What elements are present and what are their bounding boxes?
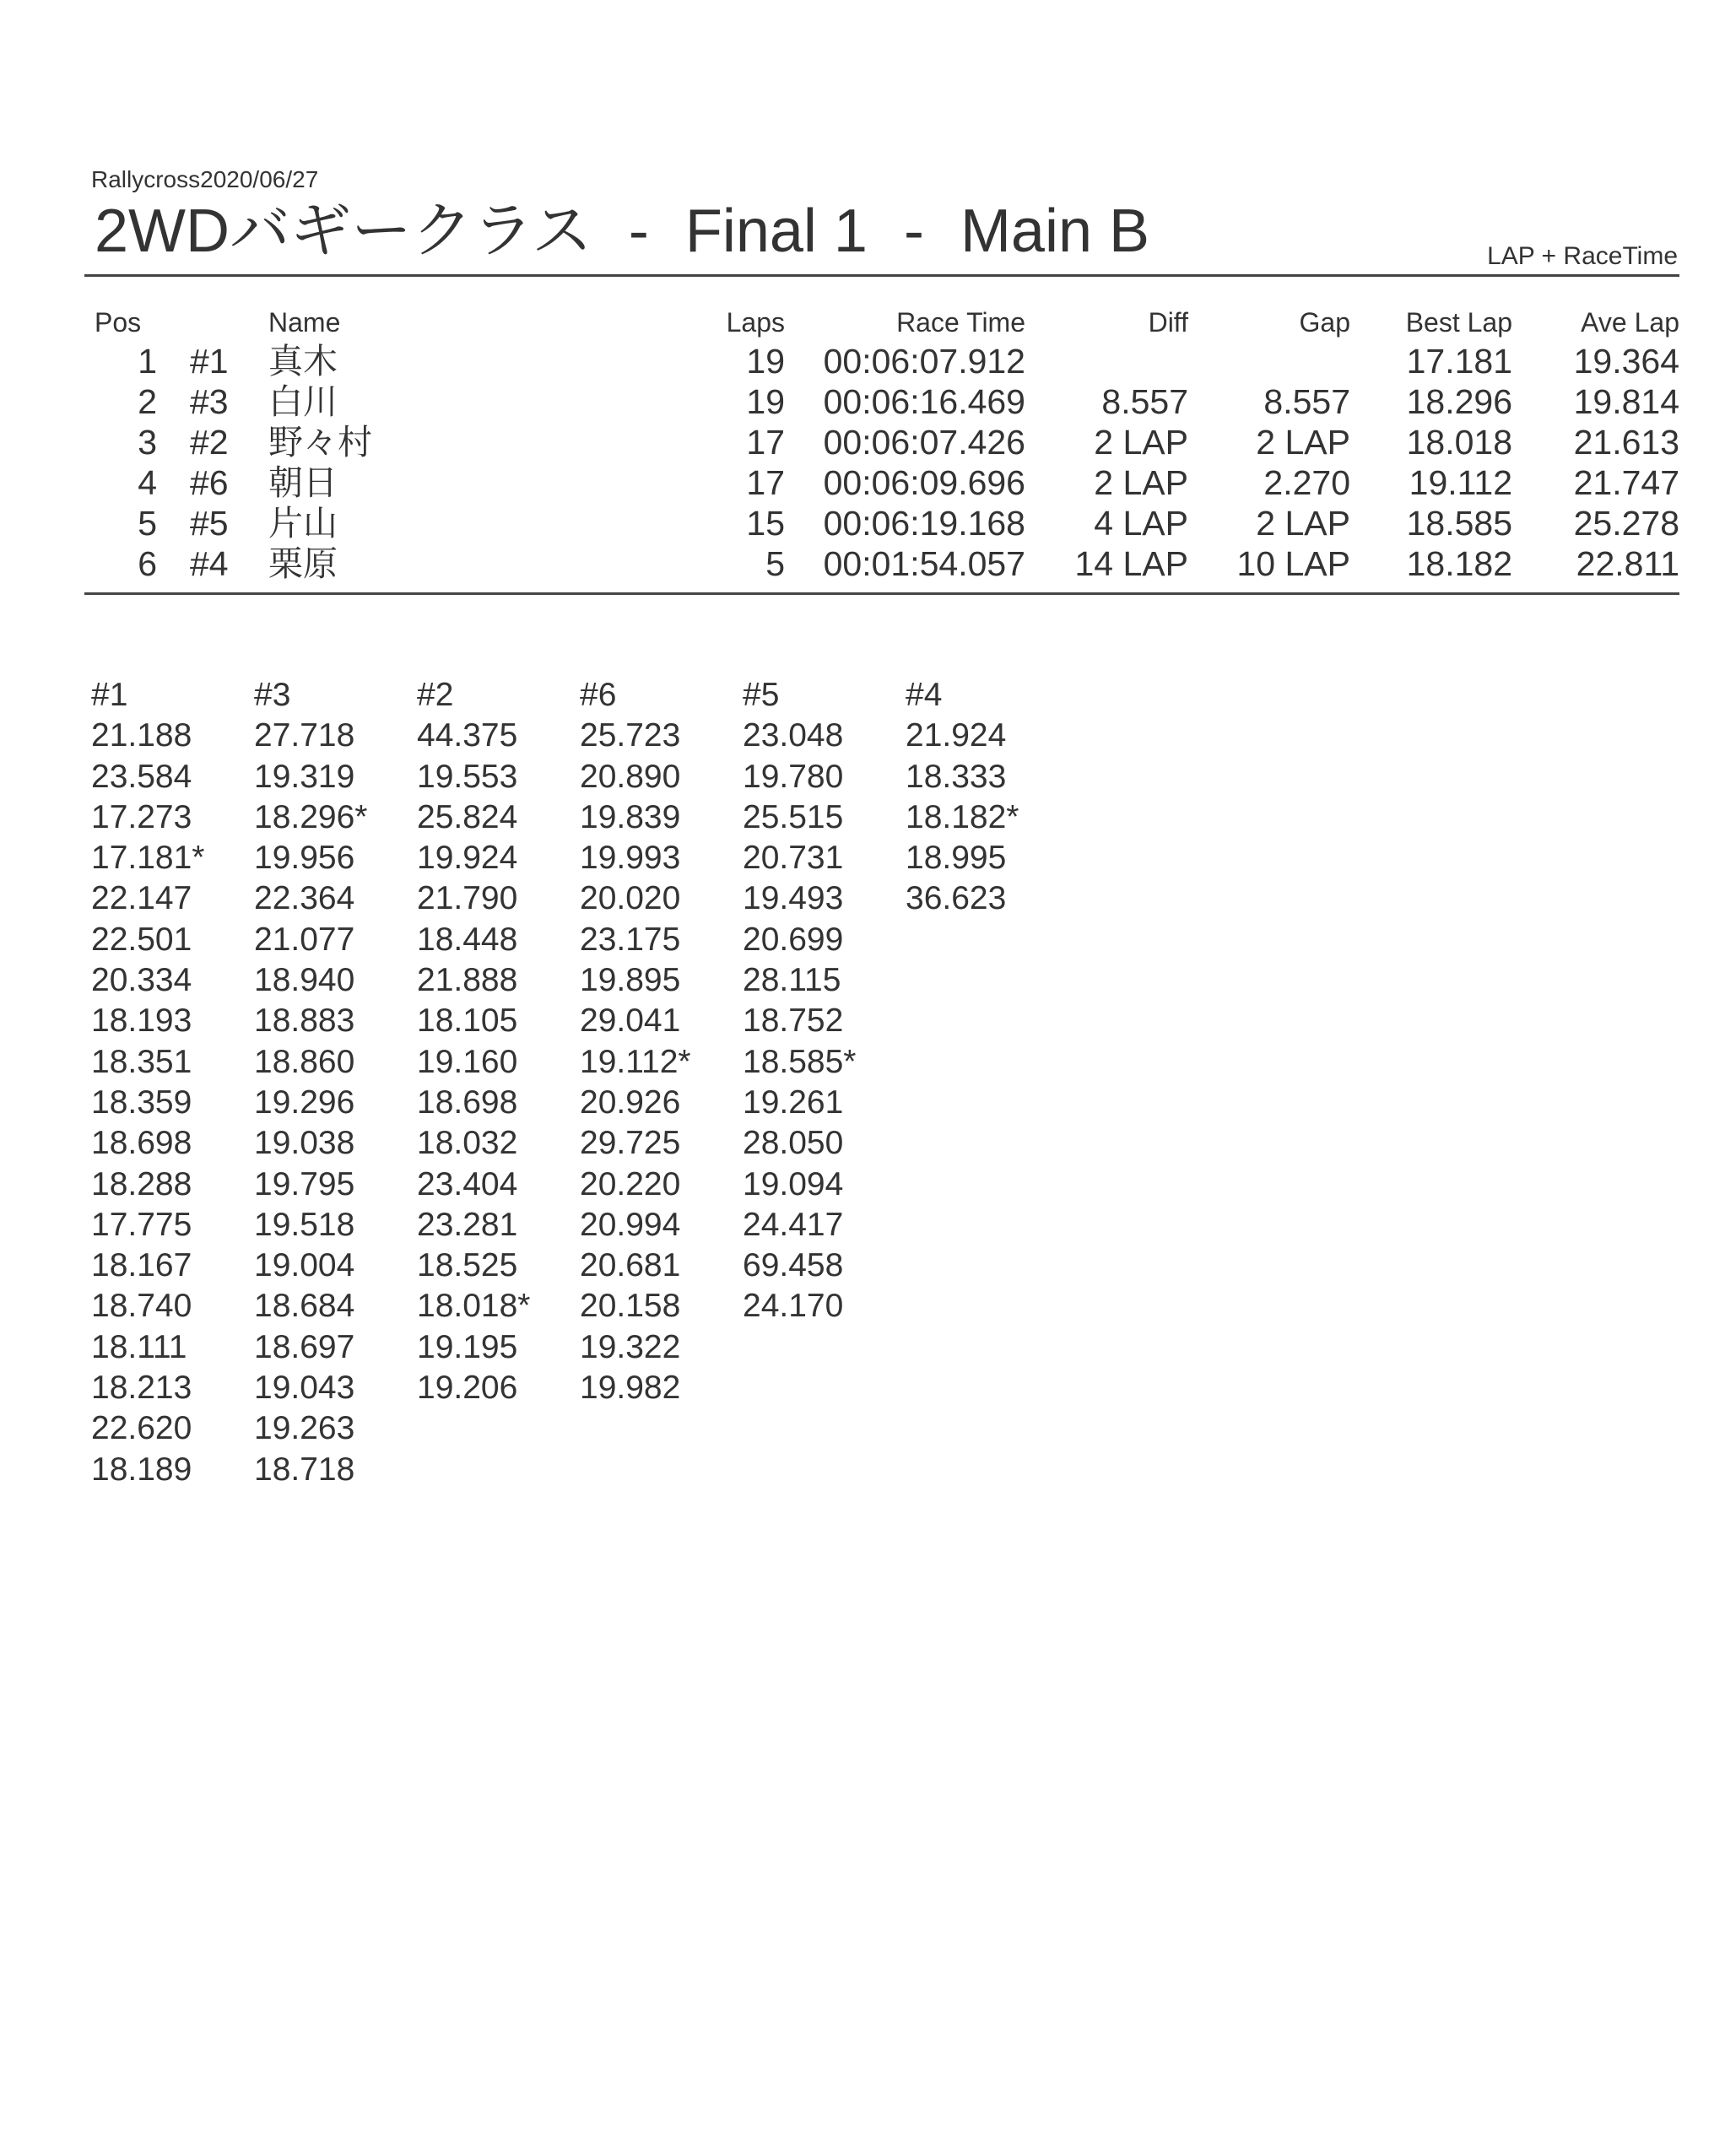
round-name: Final 1 — [684, 197, 868, 265]
lap-time: 18.213 — [91, 1370, 192, 1407]
result-pos: 2 — [138, 382, 157, 421]
lap-time: 17.775 — [91, 1206, 192, 1243]
lap-time: 18.167 — [91, 1247, 192, 1284]
result-best-lap: 18.018 — [1406, 423, 1512, 462]
lap-column-car-number: #5 — [743, 677, 780, 713]
lap-time: 18.698 — [91, 1125, 192, 1162]
result-gap: 8.557 — [1263, 382, 1350, 421]
lap-time: 18.448 — [417, 921, 518, 958]
lap-time: 19.261 — [743, 1083, 844, 1121]
lap-time: 18.359 — [91, 1083, 192, 1121]
result-laps: 19 — [746, 382, 785, 421]
result-gap: 2 LAP — [1256, 423, 1350, 462]
lap-time: 19.296 — [254, 1083, 355, 1121]
result-pos: 4 — [138, 463, 157, 502]
ranking-mode: LAP + RaceTime — [1487, 242, 1678, 270]
lap-time: 28.050 — [743, 1125, 844, 1162]
lap-time: 29.041 — [580, 1002, 681, 1040]
heat-name: Main B — [960, 197, 1150, 265]
column-header-diff: Diff — [1148, 307, 1188, 338]
result-laps: 17 — [746, 463, 785, 502]
result-driver-name: 野々村 — [268, 423, 372, 462]
lap-column-car-number: #1 — [91, 677, 128, 713]
lap-time: 18.585* — [743, 1043, 857, 1080]
lap-time: 44.375 — [417, 717, 518, 754]
lap-time: 20.890 — [580, 758, 681, 795]
result-car-number: #6 — [190, 463, 229, 502]
lap-time: 23.281 — [417, 1206, 518, 1243]
results-header-row — [84, 304, 1679, 341]
result-race-time: 00:06:19.168 — [823, 504, 1025, 543]
header-divider — [84, 274, 1679, 277]
lap-time: 19.112* — [580, 1043, 691, 1080]
lap-time: 27.718 — [254, 717, 355, 754]
lap-column-car-number: #3 — [254, 677, 291, 713]
results-divider — [84, 592, 1679, 595]
lap-time: 22.147 — [91, 880, 192, 917]
lap-time: 19.839 — [580, 798, 681, 835]
lap-time: 18.684 — [254, 1288, 355, 1325]
lap-time: 18.189 — [91, 1451, 192, 1488]
lap-time: 18.697 — [254, 1328, 355, 1365]
result-ave-lap: 19.364 — [1573, 342, 1679, 381]
lap-time: 20.699 — [743, 921, 844, 958]
lap-time: 19.319 — [254, 758, 355, 795]
lap-time: 19.982 — [580, 1370, 681, 1407]
lap-time: 19.895 — [580, 962, 681, 999]
result-race-time: 00:06:09.696 — [823, 463, 1025, 502]
lap-time: 18.740 — [91, 1288, 192, 1325]
lap-time: 18.995 — [906, 840, 1007, 877]
result-diff: 2 LAP — [1094, 463, 1188, 502]
lap-time: 69.458 — [743, 1247, 844, 1284]
lap-time: 19.322 — [580, 1328, 681, 1365]
lap-time: 20.994 — [580, 1206, 681, 1243]
column-header-ave-lap: Ave Lap — [1581, 307, 1679, 338]
lap-time: 22.501 — [91, 921, 192, 958]
lap-column — [91, 675, 254, 1490]
lap-time: 21.924 — [906, 717, 1007, 754]
column-header-name: Name — [268, 307, 341, 338]
column-header-best-lap: Best Lap — [1405, 307, 1512, 338]
lap-time: 22.364 — [254, 880, 355, 917]
title-separator: - — [903, 197, 924, 265]
result-car-number: #4 — [190, 544, 229, 583]
result-row — [84, 422, 1679, 462]
result-race-time: 00:01:54.057 — [823, 544, 1025, 583]
result-ave-lap: 22.811 — [1576, 544, 1679, 583]
result-row — [84, 462, 1679, 503]
result-driver-name: 栗原 — [268, 544, 338, 583]
result-ave-lap: 19.814 — [1573, 382, 1679, 421]
lap-time: 21.888 — [417, 962, 518, 999]
lap-time: 18.351 — [91, 1043, 192, 1080]
lap-time: 23.584 — [91, 758, 192, 795]
lap-time: 18.698 — [417, 1083, 518, 1121]
column-header-gap: Gap — [1299, 307, 1350, 338]
lap-time: 20.220 — [580, 1165, 681, 1202]
result-driver-name: 白川 — [268, 382, 338, 421]
lap-column-car-number: #4 — [906, 677, 943, 713]
lap-time: 19.780 — [743, 758, 844, 795]
class-name: 2WDバギークラス — [95, 197, 592, 265]
lap-time: 19.206 — [417, 1370, 518, 1407]
result-best-lap: 19.112 — [1409, 463, 1512, 502]
lap-time: 19.094 — [743, 1165, 844, 1202]
lap-time: 18.718 — [254, 1451, 355, 1488]
result-best-lap: 18.182 — [1406, 544, 1512, 583]
lap-time: 17.181* — [91, 840, 205, 877]
result-row — [84, 341, 1679, 381]
lap-time: 18.032 — [417, 1125, 518, 1162]
result-row — [84, 381, 1679, 422]
result-laps: 5 — [765, 544, 785, 583]
lap-time: 36.623 — [906, 880, 1007, 917]
result-driver-name: 真木 — [268, 342, 338, 381]
event-subtitle: Rallycross2020/06/27 — [91, 166, 319, 192]
result-race-time: 00:06:16.469 — [823, 382, 1025, 421]
page-title — [95, 196, 1149, 267]
lap-times-table — [91, 675, 1068, 1490]
column-header-race-time: Race Time — [896, 307, 1025, 338]
lap-column — [743, 675, 906, 1490]
result-row — [84, 543, 1679, 584]
column-header-pos: Pos — [95, 307, 142, 338]
lap-column-car-number: #6 — [580, 677, 617, 713]
result-driver-name: 片山 — [268, 504, 338, 543]
result-gap: 2.270 — [1263, 463, 1350, 502]
result-race-time: 00:06:07.426 — [823, 423, 1025, 462]
lap-time: 19.263 — [254, 1410, 355, 1447]
lap-time: 20.926 — [580, 1083, 681, 1121]
lap-time: 18.525 — [417, 1247, 518, 1284]
result-driver-name: 朝日 — [268, 463, 338, 502]
result-race-time: 00:06:07.912 — [823, 342, 1025, 381]
result-diff: 14 LAP — [1074, 544, 1188, 583]
lap-time: 24.417 — [743, 1206, 844, 1243]
result-row — [84, 503, 1679, 543]
result-best-lap: 17.181 — [1406, 342, 1512, 381]
lap-time: 19.993 — [580, 840, 681, 877]
result-gap: 2 LAP — [1256, 504, 1350, 543]
lap-time: 18.111 — [91, 1328, 187, 1365]
result-car-number: #5 — [190, 504, 229, 543]
result-laps: 19 — [746, 342, 785, 381]
result-ave-lap: 21.747 — [1573, 463, 1679, 502]
lap-time: 18.018* — [417, 1288, 531, 1325]
result-diff: 8.557 — [1101, 382, 1188, 421]
result-best-lap: 18.296 — [1406, 382, 1512, 421]
lap-time: 19.956 — [254, 840, 355, 877]
lap-time: 20.020 — [580, 880, 681, 917]
lap-time: 28.115 — [743, 962, 841, 999]
lap-time: 19.043 — [254, 1370, 355, 1407]
lap-time: 19.160 — [417, 1043, 518, 1080]
result-pos: 5 — [138, 504, 157, 543]
lap-time: 18.860 — [254, 1043, 355, 1080]
result-car-number: #2 — [190, 423, 229, 462]
result-laps: 15 — [746, 504, 785, 543]
lap-time: 19.195 — [417, 1328, 518, 1365]
result-ave-lap: 25.278 — [1573, 504, 1679, 543]
result-diff: 2 LAP — [1094, 423, 1188, 462]
lap-time: 19.795 — [254, 1165, 355, 1202]
lap-column-car-number: #2 — [417, 677, 454, 713]
lap-time: 23.048 — [743, 717, 844, 754]
lap-time: 25.515 — [743, 798, 844, 835]
result-pos: 3 — [138, 423, 157, 462]
lap-time: 19.004 — [254, 1247, 355, 1284]
lap-time: 20.334 — [91, 962, 192, 999]
lap-time: 21.790 — [417, 880, 518, 917]
result-car-number: #3 — [190, 382, 229, 421]
column-header-laps: Laps — [726, 307, 785, 338]
lap-time: 18.193 — [91, 1002, 192, 1040]
lap-column — [906, 675, 1068, 1490]
lap-time: 23.404 — [417, 1165, 518, 1202]
results-table — [84, 304, 1679, 584]
lap-time: 19.518 — [254, 1206, 355, 1243]
lap-time: 23.175 — [580, 921, 681, 958]
lap-time: 18.883 — [254, 1002, 355, 1040]
lap-time: 29.725 — [580, 1125, 681, 1162]
lap-time: 18.182* — [906, 798, 1019, 835]
lap-time: 19.038 — [254, 1125, 355, 1162]
lap-column — [580, 675, 743, 1490]
lap-time: 25.723 — [580, 717, 681, 754]
result-pos: 6 — [138, 544, 157, 583]
lap-time: 19.553 — [417, 758, 518, 795]
lap-time: 18.288 — [91, 1165, 192, 1202]
lap-time: 17.273 — [91, 798, 192, 835]
result-car-number: #1 — [190, 342, 229, 381]
lap-time: 18.940 — [254, 962, 355, 999]
result-diff: 4 LAP — [1094, 504, 1188, 543]
title-separator: - — [628, 197, 649, 265]
lap-time: 18.296* — [254, 798, 368, 835]
lap-time: 21.188 — [91, 717, 192, 754]
lap-time: 18.333 — [906, 758, 1007, 795]
lap-time: 25.824 — [417, 798, 518, 835]
lap-time: 22.620 — [91, 1410, 192, 1447]
result-best-lap: 18.585 — [1406, 504, 1512, 543]
result-ave-lap: 21.613 — [1573, 423, 1679, 462]
result-gap: 10 LAP — [1236, 544, 1350, 583]
lap-time: 20.681 — [580, 1247, 681, 1284]
lap-time: 19.493 — [743, 880, 844, 917]
lap-time: 20.731 — [743, 840, 844, 877]
lap-time: 20.158 — [580, 1288, 681, 1325]
lap-column — [254, 675, 417, 1490]
lap-time: 18.752 — [743, 1002, 844, 1040]
lap-time: 18.105 — [417, 1002, 518, 1040]
lap-time: 19.924 — [417, 840, 518, 877]
result-pos: 1 — [138, 342, 157, 381]
lap-column — [417, 675, 580, 1490]
lap-time: 24.170 — [743, 1288, 844, 1325]
result-laps: 17 — [746, 423, 785, 462]
lap-time: 21.077 — [254, 921, 355, 958]
